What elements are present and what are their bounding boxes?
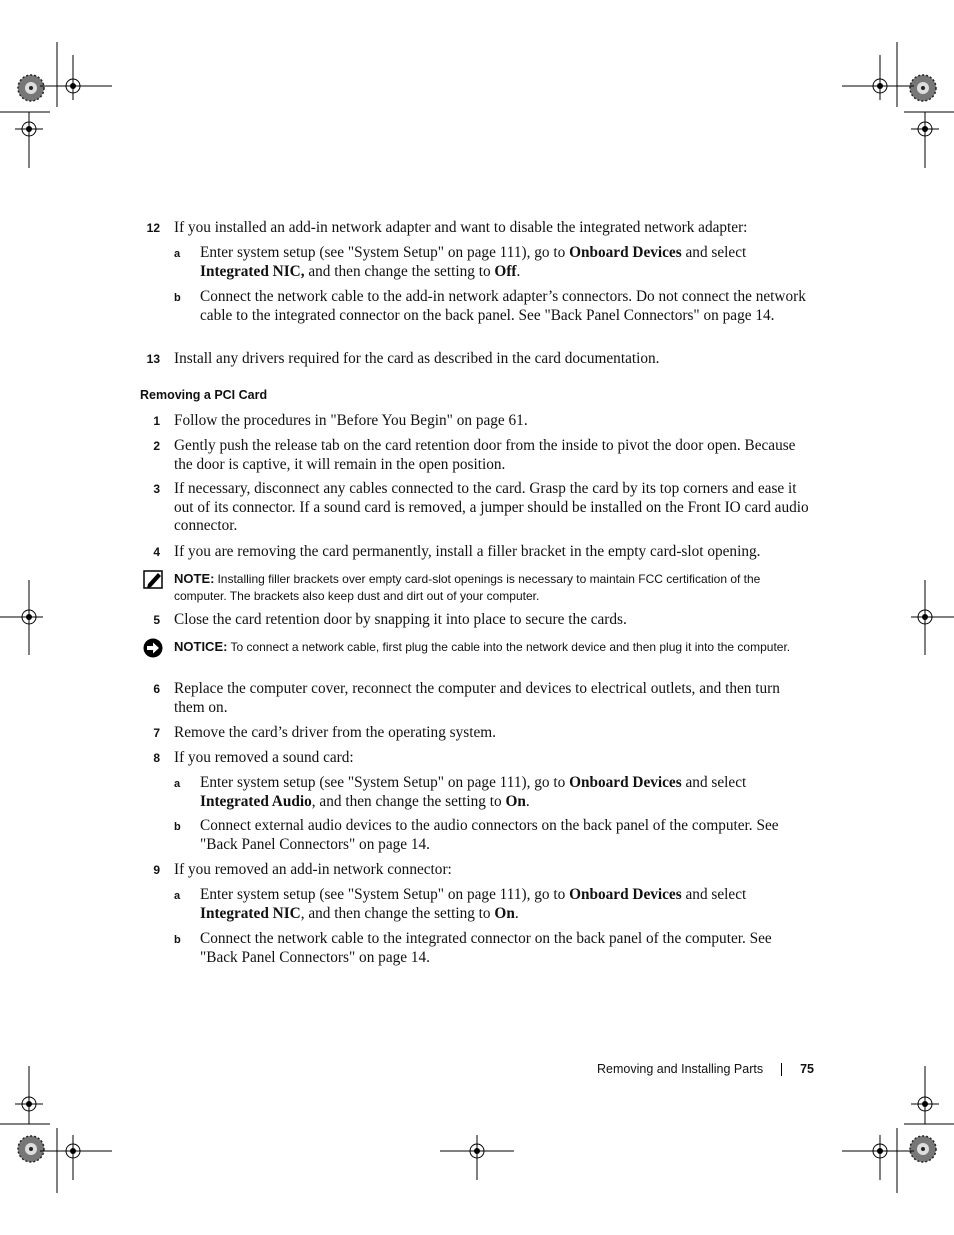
section-heading: Removing a PCI Card <box>140 388 268 402</box>
substep-letter: b <box>174 821 181 833</box>
step-text: If you removed an add-in network connector: <box>174 861 452 878</box>
step-number: 7 <box>153 726 160 740</box>
registration-burst-icon <box>18 75 44 101</box>
step-text: If necessary, disconnect any cables connected to the card. Grasp the card by its top corners and ease it out of its connector. If a sound card is removed, a jumper should be installed on the Front IO card audio connector. <box>174 480 809 535</box>
ui-term: On <box>505 792 526 810</box>
step-text: If you are removing the card permanently, install a filler bracket in the empty card-slot opening. <box>174 543 761 560</box>
step-text: Remove the card’s driver from the operating system. <box>174 724 496 741</box>
footer-divider <box>781 1063 782 1076</box>
ui-term: On <box>494 904 515 922</box>
notice-text: NOTICE: To connect a network cable, first plug the cable into the network device and then plug it into the computer. <box>174 639 791 654</box>
substep-letter: a <box>174 890 181 902</box>
substep-letter: b <box>174 934 181 946</box>
ui-term: Integrated NIC <box>200 904 301 922</box>
ui-term: Onboard Devices <box>569 244 682 261</box>
notice-arrow-icon <box>142 638 166 658</box>
registration-burst-icon <box>910 75 936 101</box>
registration-burst-icon <box>18 1136 44 1162</box>
step-text: Gently push the release tab on the card retention door from the inside to pivot the door open. Because the door is captive, it will remain in the open position. <box>174 437 796 473</box>
step-number: 9 <box>153 863 160 877</box>
ui-term: Integrated Audio <box>200 792 312 810</box>
substep-text: Connect external audio devices to the audio connectors on the back panel of the computer. See "Back Panel Connectors" on page 14. <box>200 817 779 853</box>
substep-text: Enter system setup (see "System Setup" on page 111), go to Onboard Devices and select Integrated NIC, and then change the setting to On. <box>200 886 747 922</box>
note-text: NOTE: Installing filler brackets over empty card-slot openings is necessary to maintain FCC certification of the computer. The brackets also keep dust and dirt out of your computer. <box>174 571 761 603</box>
page-footer <box>597 1062 814 1076</box>
ui-term: Onboard Devices <box>569 886 682 903</box>
step-text: Replace the computer cover, reconnect the computer and devices to electrical outlets, and then turn them on. <box>174 680 780 716</box>
note-label: NOTE: <box>174 571 215 586</box>
substep-text: Connect the network cable to the add-in network adapter’s connectors. Do not connect the network cable to the integrated connector on the back panel. See "Back Panel Connectors" on page 14. <box>200 288 806 324</box>
step-number: 4 <box>153 545 160 559</box>
step-text: Install any drivers required for the card as described in the card documentation. <box>174 350 660 367</box>
substep-letter: b <box>174 292 181 304</box>
step-text: If you removed a sound card: <box>174 749 354 766</box>
footer-section-title: Removing and Installing Parts <box>597 1062 764 1076</box>
step-number: 1 <box>153 414 160 428</box>
step-text: If you installed an add-in network adapter and want to disable the integrated network adapter: <box>174 219 748 236</box>
substep-text: Enter system setup (see "System Setup" on page 111), go to Onboard Devices and select Integrated Audio, and then change the setting to On. <box>200 774 747 810</box>
ui-term: Off <box>494 262 517 280</box>
step-number: 8 <box>153 751 160 765</box>
step-text: Close the card retention door by snapping it into place to secure the cards. <box>174 611 627 628</box>
substep-letter: a <box>174 248 181 260</box>
step-number: 3 <box>153 482 160 496</box>
step-number: 12 <box>146 221 160 235</box>
substep-text: Connect the network cable to the integrated connector on the back panel of the computer. See "Back Panel Connectors" on page 14. <box>200 930 772 966</box>
substep-text: Enter system setup (see "System Setup" on page 111), go to Onboard Devices and select Integrated NIC, and then change the setting to Off. <box>200 244 747 280</box>
registration-burst-icon <box>910 1136 936 1162</box>
substep-letter: a <box>174 778 181 790</box>
pencil-note-icon <box>142 570 166 590</box>
step-number: 2 <box>153 439 160 453</box>
step-number: 5 <box>153 613 160 627</box>
notice-label: NOTICE: <box>174 639 228 654</box>
page-number: 75 <box>800 1062 814 1076</box>
step-number: 6 <box>153 682 160 696</box>
step-text: Follow the procedures in "Before You Begin" on page 61. <box>174 412 528 429</box>
ui-term: Onboard Devices <box>569 774 682 791</box>
ui-term: Integrated NIC, <box>200 262 305 280</box>
step-number: 13 <box>146 352 160 366</box>
